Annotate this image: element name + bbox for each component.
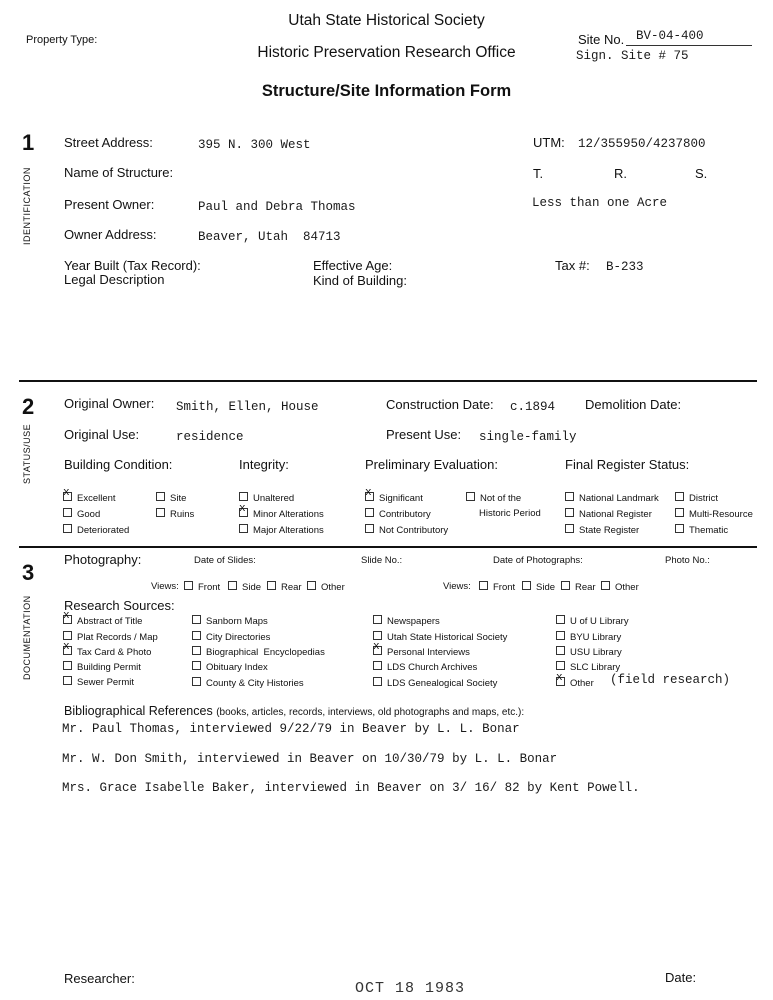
checkbox-icon bbox=[63, 524, 72, 533]
checkbox-icon bbox=[156, 508, 165, 517]
checkbox-icon bbox=[373, 677, 382, 686]
township-label: T. bbox=[533, 166, 544, 181]
present-owner-value: Paul and Debra Thomas bbox=[198, 200, 356, 214]
final-national-register[interactable] bbox=[565, 508, 652, 520]
option-label: National Landmark bbox=[579, 493, 659, 504]
original-use-label: Original Use: bbox=[64, 427, 140, 442]
reference-2: Mr. W. Don Smith, interviewed in Beaver on 10/30/79 by L. L. Bonar bbox=[62, 752, 558, 766]
checkbox-icon bbox=[556, 661, 565, 670]
slides-view-side[interactable] bbox=[228, 581, 261, 593]
property-type-label: Property Type: bbox=[26, 34, 98, 46]
option-label: Utah State Historical Society bbox=[387, 632, 508, 643]
integrity-label: Integrity: bbox=[239, 457, 289, 472]
option-label: Rear bbox=[575, 582, 596, 593]
structure-name-label: Name of Structure: bbox=[64, 165, 174, 180]
option-label: USU Library bbox=[570, 647, 622, 658]
option-label: Not of the bbox=[480, 493, 522, 504]
option-label: Newspapers bbox=[387, 616, 440, 627]
option-label: Contributory bbox=[379, 509, 431, 520]
source-personal-interviews[interactable] bbox=[373, 646, 470, 658]
checkbox-icon bbox=[373, 646, 382, 655]
photos-view-side[interactable] bbox=[522, 581, 555, 593]
checkbox-icon bbox=[675, 492, 684, 501]
tax-number-label: Tax #: bbox=[555, 258, 590, 273]
office-name: Historic Preservation Research Office bbox=[257, 44, 516, 61]
condition-ruins[interactable] bbox=[156, 508, 194, 520]
option-label: Ruins bbox=[170, 509, 195, 520]
checkbox-icon bbox=[184, 581, 193, 590]
option-label: Significant bbox=[379, 493, 423, 504]
checkbox-icon bbox=[675, 508, 684, 517]
checkbox-icon bbox=[63, 508, 72, 517]
original-use-value: residence bbox=[176, 430, 244, 444]
effective-age-label: Effective Age: bbox=[313, 258, 393, 273]
option-label: Obituary Index bbox=[206, 662, 268, 673]
form-title: Structure/Site Information Form bbox=[261, 82, 512, 100]
final-thematic[interactable] bbox=[675, 524, 728, 536]
biblio-sub: (books, articles, records, interviews, old photographs and maps, etc.): bbox=[216, 707, 525, 718]
option-label: Site bbox=[170, 493, 187, 504]
preliminary-evaluation-label: Preliminary Evaluation: bbox=[365, 457, 498, 472]
option-label: District bbox=[689, 493, 719, 504]
section-2-label: STATUS/USE bbox=[22, 423, 32, 484]
photography-label: Photography: bbox=[64, 552, 142, 567]
owner-address-value: Beaver, Utah 84713 bbox=[198, 230, 341, 244]
reference-1: Mr. Paul Thomas, interviewed 9/22/79 in Beaver by L. L. Bonar bbox=[62, 722, 520, 736]
section-3-number: 3 bbox=[22, 560, 35, 585]
checkbox-icon bbox=[307, 581, 316, 590]
photos-view-front[interactable] bbox=[479, 581, 515, 593]
checkbox-icon bbox=[63, 676, 72, 685]
site-no-underline bbox=[626, 45, 752, 46]
option-label: Tax Card & Photo bbox=[77, 647, 152, 658]
checkbox-icon bbox=[239, 492, 248, 501]
reference-3: Mrs. Grace Isabelle Baker, interviewed in Beaver on 3/ 16/ 82 by Kent Powell. bbox=[62, 781, 640, 795]
street-address-value: 395 N. 300 West bbox=[198, 138, 311, 152]
checkbox-icon bbox=[601, 581, 610, 590]
option-label: Front bbox=[493, 582, 516, 593]
range-label: R. bbox=[614, 166, 627, 181]
checkbox-icon bbox=[63, 631, 72, 640]
acreage-value: Less than one Acre bbox=[532, 196, 668, 210]
sign-site: Sign. Site # 75 bbox=[576, 49, 689, 63]
checkbox-icon bbox=[556, 615, 565, 624]
checkbox-icon bbox=[373, 661, 382, 670]
integrity-minor[interactable] bbox=[239, 508, 324, 520]
checkbox-icon bbox=[675, 524, 684, 533]
option-label: Rear bbox=[281, 582, 302, 593]
checkbox-icon bbox=[479, 581, 488, 590]
checkbox-icon bbox=[239, 524, 248, 533]
source-county-city-histories[interactable] bbox=[192, 677, 304, 689]
utm-value: 12/355950/4237800 bbox=[578, 137, 706, 151]
source-sanborn-maps[interactable] bbox=[192, 615, 268, 627]
checkbox-icon bbox=[466, 492, 475, 501]
option-label: SLC Library bbox=[570, 662, 621, 673]
condition-site[interactable] bbox=[156, 492, 186, 504]
original-owner-label: Original Owner: bbox=[64, 396, 155, 411]
final-district[interactable] bbox=[675, 492, 718, 504]
option-label: Other bbox=[615, 582, 639, 593]
legal-description-label: Legal Description bbox=[64, 272, 165, 287]
photos-view-other[interactable] bbox=[601, 581, 639, 593]
source-newspapers[interactable] bbox=[373, 615, 440, 627]
option-label: State Register bbox=[579, 525, 640, 536]
checkbox-icon bbox=[565, 492, 574, 501]
present-owner-label: Present Owner: bbox=[64, 197, 155, 212]
checkbox-icon bbox=[192, 677, 201, 686]
final-state-register[interactable] bbox=[565, 524, 639, 536]
condition-deteriorated[interactable] bbox=[63, 524, 129, 536]
building-condition-label: Building Condition: bbox=[64, 457, 173, 472]
option-label: Not Contributory bbox=[379, 525, 449, 536]
option-label: Sewer Permit bbox=[77, 677, 135, 688]
checkbox-icon bbox=[365, 508, 374, 517]
checkbox-icon bbox=[561, 581, 570, 590]
original-owner-value: Smith, Ellen, House bbox=[176, 400, 319, 414]
source-slc-library[interactable] bbox=[556, 661, 620, 673]
option-label: Thematic bbox=[689, 525, 729, 536]
checkbox-icon bbox=[63, 661, 72, 670]
option-label: Good bbox=[77, 509, 101, 520]
option-label: Unaltered bbox=[253, 493, 295, 504]
section-divider-2 bbox=[19, 546, 757, 548]
checkbox-icon bbox=[192, 646, 201, 655]
option-label: Deteriorated bbox=[77, 525, 130, 536]
slides-view-front[interactable] bbox=[184, 581, 220, 593]
checkbox-icon bbox=[63, 492, 72, 501]
source-usu-library[interactable] bbox=[556, 646, 622, 658]
section-1-label: IDENTIFICATION bbox=[22, 167, 32, 245]
option-label: LDS Genealogical Society bbox=[387, 678, 498, 689]
section-3-label: DOCUMENTATION bbox=[22, 595, 32, 680]
source-u-of-u-library[interactable] bbox=[556, 615, 629, 627]
construction-date-value: c.1894 bbox=[510, 400, 556, 414]
option-label: Excellent bbox=[77, 493, 116, 504]
option-label: Personal Interviews bbox=[387, 647, 470, 658]
researcher-label: Researcher: bbox=[64, 971, 135, 986]
checkbox-icon bbox=[156, 492, 165, 501]
option-label: Abstract of Title bbox=[77, 616, 143, 627]
site-no-value: BV-04-400 bbox=[636, 29, 704, 43]
source-tax-card[interactable] bbox=[63, 646, 151, 658]
checkbox-icon bbox=[365, 492, 374, 501]
section-label: S. bbox=[695, 166, 708, 181]
source-byu-library[interactable] bbox=[556, 631, 621, 643]
checkbox-icon bbox=[565, 524, 574, 533]
checkbox-icon bbox=[192, 615, 201, 624]
option-label: Biographical Encyclopedias bbox=[206, 647, 325, 658]
year-built-label: Year Built (Tax Record): bbox=[64, 258, 201, 273]
final-multi-resource[interactable] bbox=[675, 508, 753, 520]
received-stamp: OCT 18 1983 bbox=[355, 980, 466, 997]
prelim-significant[interactable] bbox=[365, 492, 423, 504]
slide-no-label: Slide No.: bbox=[361, 555, 403, 566]
checkbox-icon bbox=[63, 646, 72, 655]
source-city-directories[interactable] bbox=[192, 631, 270, 643]
option-label: LDS Church Archives bbox=[387, 662, 478, 673]
option-label: National Register bbox=[579, 509, 652, 520]
street-address-label: Street Address: bbox=[64, 135, 153, 150]
demolition-date-label: Demolition Date: bbox=[585, 397, 682, 412]
checkbox-icon bbox=[556, 677, 565, 686]
option-label: County & City Histories bbox=[206, 678, 304, 689]
date-of-slides-label: Date of Slides: bbox=[194, 555, 256, 566]
source-building-permit[interactable] bbox=[63, 661, 141, 673]
option-label: Side bbox=[536, 582, 556, 593]
checkbox-icon bbox=[267, 581, 276, 590]
source-abstract-of-title[interactable] bbox=[63, 615, 142, 627]
photos-view-rear[interactable] bbox=[561, 581, 596, 593]
integrity-major[interactable] bbox=[239, 524, 324, 536]
checkbox-icon bbox=[239, 508, 248, 517]
source-plat-records[interactable] bbox=[63, 631, 158, 643]
owner-address-label: Owner Address: bbox=[64, 227, 157, 242]
source-obituary-index[interactable] bbox=[192, 661, 268, 673]
present-use-label: Present Use: bbox=[386, 427, 462, 442]
checkbox-icon bbox=[365, 524, 374, 533]
option-label: Minor Alterations bbox=[253, 509, 324, 520]
slides-view-other[interactable] bbox=[307, 581, 345, 593]
source-biographical-encyclopedias[interactable] bbox=[192, 646, 325, 658]
option-label: Sanborn Maps bbox=[206, 616, 268, 627]
option-label: Multi-Resource bbox=[689, 509, 753, 520]
slides-view-rear[interactable] bbox=[267, 581, 302, 593]
option-label: Plat Records / Map bbox=[77, 632, 158, 643]
biblio-label: Bibliographical References bbox=[64, 704, 213, 718]
source-ushs[interactable] bbox=[373, 631, 507, 643]
prelim-historic-period: Historic Period bbox=[479, 508, 541, 519]
integrity-unaltered[interactable] bbox=[239, 492, 294, 504]
kind-of-building-label: Kind of Building: bbox=[313, 273, 407, 288]
construction-date-label: Construction Date: bbox=[386, 397, 494, 412]
research-sources-label: Research Sources: bbox=[64, 598, 175, 613]
checkbox-icon bbox=[373, 631, 382, 640]
source-lds-genealogical[interactable] bbox=[373, 677, 497, 689]
option-label: BYU Library bbox=[570, 632, 622, 643]
checkbox-icon bbox=[192, 631, 201, 640]
option-label: Side bbox=[242, 582, 262, 593]
checkbox-icon bbox=[373, 615, 382, 624]
checkbox-icon bbox=[565, 508, 574, 517]
date-of-photographs-label: Date of Photographs: bbox=[493, 555, 583, 566]
option-label: Major Alterations bbox=[253, 525, 324, 536]
checkbox-icon bbox=[228, 581, 237, 590]
photos-views-label: Views: bbox=[443, 581, 471, 592]
final-national-landmark[interactable] bbox=[565, 492, 659, 504]
prelim-contributory[interactable] bbox=[365, 508, 431, 520]
option-label: Building Permit bbox=[77, 662, 141, 673]
final-register-label: Final Register Status: bbox=[565, 457, 690, 472]
option-label: Front bbox=[198, 582, 221, 593]
section-divider-1 bbox=[19, 380, 757, 382]
condition-good[interactable] bbox=[63, 508, 100, 520]
slides-views-label: Views: bbox=[151, 581, 179, 592]
checkbox-icon bbox=[63, 615, 72, 624]
tax-number-value: B-233 bbox=[606, 260, 644, 274]
checkbox-icon bbox=[556, 646, 565, 655]
condition-excellent[interactable] bbox=[63, 492, 116, 504]
option-label: U of U Library bbox=[570, 616, 629, 627]
utm-label: UTM: bbox=[533, 135, 565, 150]
checkbox-icon bbox=[522, 581, 531, 590]
source-sewer-permit[interactable] bbox=[63, 676, 134, 688]
source-other[interactable] bbox=[556, 677, 594, 689]
option-label: Other bbox=[570, 678, 594, 689]
checkbox-icon bbox=[192, 661, 201, 670]
date-label: Date: bbox=[665, 970, 697, 985]
site-no-label: Site No. bbox=[578, 32, 625, 47]
prelim-not-of-period[interactable] bbox=[466, 492, 521, 504]
bibliographical-references bbox=[64, 704, 524, 718]
prelim-not-contributory[interactable] bbox=[365, 524, 448, 536]
option-label: Other bbox=[321, 582, 345, 593]
photo-no-label: Photo No.: bbox=[665, 555, 710, 566]
society-name: Utah State Historical Society bbox=[288, 12, 485, 29]
option-label: City Directories bbox=[206, 632, 271, 643]
present-use-value: single-family bbox=[479, 430, 577, 444]
section-2-number: 2 bbox=[22, 394, 35, 419]
section-1-number: 1 bbox=[22, 130, 35, 155]
checkbox-icon bbox=[556, 631, 565, 640]
other-note: (field research) bbox=[610, 673, 731, 687]
source-lds-church-archives[interactable] bbox=[373, 661, 477, 673]
